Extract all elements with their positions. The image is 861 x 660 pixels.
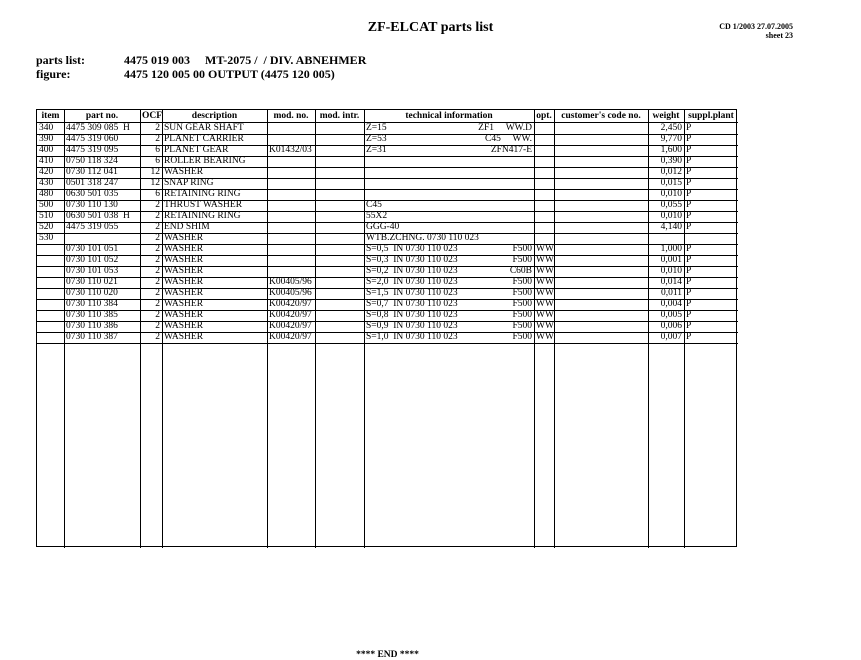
cell-technical-info: S=0,9 IN 0730 110 023 [366,321,458,331]
cell-ocf: 2 [155,255,160,265]
cell-description: RETAINING RING [164,211,241,221]
cell-customer-code [556,189,646,200]
cell-description: WASHER [164,167,204,177]
cell-mod-no [269,134,313,145]
cell-customer-code [556,211,646,222]
column-header: technical information [405,111,493,121]
table-row [37,134,738,145]
table-row [37,200,738,211]
table-row [37,332,738,343]
column-header: suppl.plant [688,111,734,121]
cell-part-no: 4475 309 085 H [66,123,130,133]
cell-technical-info: S=0,2 IN 0730 110 023 [366,266,458,276]
cell-customer-code [556,277,646,288]
cell-opt [536,211,552,222]
table-row [37,156,738,167]
cell-part-no: 0630 501 035 [66,189,119,199]
cell-opt [536,222,552,233]
cell-mod-intr [317,178,362,189]
cell-item: 430 [39,178,54,188]
cell-mod-intr [317,321,362,332]
cell-supplier-plant: P [686,244,692,254]
cell-item: 530 [39,233,54,243]
cell-ocf: 2 [155,266,160,276]
cell-ocf: 12 [150,178,160,188]
cell-supplier-plant: P [686,255,692,265]
cell-opt [536,200,552,211]
cell-technical-info: S=0,8 IN 0730 110 023 [366,310,458,320]
cell-mod-intr [317,288,362,299]
parts-table [36,109,737,660]
column-header: part no. [85,111,119,121]
cell-opt [536,134,552,145]
cell-technical-info-extra: ZF1 WW.D [478,123,532,133]
cell-technical-info: Z=31 [366,145,387,155]
cell-mod-intr [317,200,362,211]
cell-technical-info-extra: F500 [512,255,532,265]
table-row [37,167,738,178]
cell-customer-code [556,310,646,321]
cell-part-no: 0730 110 021 [66,277,118,287]
end-marker: **** END **** [356,650,419,660]
cell-mod-no [269,167,313,178]
cell-item [39,244,62,255]
cell-part-no: 0630 501 038 H [66,211,130,221]
cell-technical-info: GGG-40 [366,222,400,232]
cell-ocf: 6 [155,189,160,199]
cell-technical-info-extra: F500 [512,299,532,309]
cell-mod-no: K00420/97 [269,332,312,342]
cell-ocf: 2 [155,200,160,210]
cell-supplier-plant: P [686,156,692,166]
cell-part-no: 4475 319 060 [66,134,119,144]
cell-part-no: 0730 110 387 [66,332,118,342]
cell-customer-code [556,156,646,167]
cell-technical-info-extra: C60B [509,266,532,276]
cell-mod-no [269,189,313,200]
cell-technical-info [366,167,442,178]
table-row [37,233,738,244]
cell-technical-info-extra [444,222,532,233]
cell-weight: 0,001 [660,255,682,265]
cell-description: RETAINING RING [164,189,241,199]
cell-technical-info [366,156,442,167]
cell-weight: 1,600 [660,145,682,155]
cell-weight: 0,007 [660,332,682,342]
document-title: ZF-ELCAT parts list [367,20,494,35]
cell-mod-no: K00420/97 [269,310,312,320]
table-row [37,222,738,233]
table-row [37,244,738,255]
cell-ocf: 2 [155,211,160,221]
cell-mod-intr [317,123,362,134]
cell-weight: 9,770 [660,134,682,144]
figure-label: figure: [36,67,71,81]
cell-technical-info-extra: F500 [512,244,532,254]
cell-technical-info-extra: F500 [512,288,532,298]
column-header: description [191,111,238,121]
cell-description: SUN GEAR SHAFT [164,123,244,133]
cell-customer-code [556,288,646,299]
cell-mod-no [269,255,313,266]
cell-item [39,321,62,332]
cell-item: 510 [39,211,54,221]
table-row [37,277,738,288]
cell-mod-intr [317,189,362,200]
cell-part-no: 0730 101 053 [66,266,119,276]
cell-supplier-plant: P [686,277,692,287]
cell-opt [536,123,552,134]
cell-part-no: 0730 110 020 [66,288,118,298]
cell-customer-code [556,332,646,343]
cell-weight: 0,055 [660,200,682,210]
cell-mod-no [269,222,313,233]
cell-description: WASHER [164,277,204,287]
cell-mod-no [269,211,313,222]
cell-customer-code [556,123,646,134]
cell-supplier-plant: P [686,211,692,221]
cell-mod-intr [317,266,362,277]
cell-technical-info: S=2,0 IN 0730 110 023 [366,277,458,287]
cell-weight: 0,005 [660,310,682,320]
table-row [37,310,738,321]
cell-ocf: 2 [155,299,160,309]
cell-technical-info-extra: F500 [512,277,532,287]
cell-description: PLANET GEAR [164,145,229,155]
cell-ocf: 6 [155,145,160,155]
cell-mod-intr [317,277,362,288]
cell-mod-intr [317,244,362,255]
cd-version: CD 1/2003 27.07.2005 [719,22,793,31]
cell-customer-code [556,266,646,277]
cell-item [39,299,62,310]
cell-technical-info-extra [444,156,532,167]
cell-technical-info-extra: F500 [512,310,532,320]
cell-description: PLANET CARRIER [164,134,244,144]
cell-supplier-plant: P [686,222,692,232]
cell-opt [536,145,552,156]
cell-supplier-plant: P [686,310,692,320]
cell-item [39,288,62,299]
cell-item: 480 [39,189,54,199]
cell-weight: 2,450 [660,123,682,133]
cell-customer-code [556,200,646,211]
cell-description: THRUST WASHER [164,200,243,210]
cell-description: WASHER [164,321,204,331]
cell-ocf: 12 [150,167,160,177]
cell-part-no: 0730 112 041 [66,167,118,177]
cell-mod-no [269,156,313,167]
cell-technical-info: S=1,5 IN 0730 110 023 [366,288,458,298]
cell-supplier-plant: P [686,332,692,342]
cell-supplier-plant: P [686,266,692,276]
cell-customer-code [556,145,646,156]
cell-item [39,310,62,321]
cell-customer-code [556,244,646,255]
cell-ocf: 6 [155,156,160,166]
cell-technical-info: Z=15 [366,123,387,133]
column-header: item [41,111,60,121]
cell-description: WASHER [164,244,204,254]
cell-opt: WW [536,244,554,254]
cell-supplier-plant: P [686,123,692,133]
cell-part-no: 0730 101 052 [66,255,119,265]
cell-weight: 0,006 [660,321,682,331]
cell-weight: 0,010 [660,211,682,221]
column-header: weight [652,111,680,121]
cell-technical-info: WTB.ZCHNG. 0730 110 023 [366,233,479,243]
cell-opt [536,167,552,178]
cell-description: WASHER [164,266,204,276]
cell-technical-info: Z=53 [366,134,387,144]
cell-part-no: 0730 110 384 [66,299,118,309]
cell-weight [650,233,682,244]
cell-part-no: 0730 110 385 [66,310,118,320]
cell-supplier-plant: P [686,167,692,177]
cell-customer-code [556,233,646,244]
cell-weight: 1,000 [660,244,682,254]
cell-weight: 0,014 [660,277,682,287]
cell-customer-code [556,321,646,332]
cell-part-no: 0730 101 051 [66,244,119,254]
table-row [37,255,738,266]
parts-list-value: 4475 019 003 MT-2075 / / DIV. ABNEHMER [124,53,367,67]
cell-technical-info-extra [444,189,532,200]
cell-description: WASHER [164,233,204,243]
cell-part-no: 4475 319 095 [66,145,119,155]
table-row [37,266,738,277]
cell-part-no: 0501 318 247 [66,178,119,188]
cell-ocf: 2 [155,134,160,144]
cell-weight: 4,140 [660,222,682,232]
cell-item: 390 [39,134,54,144]
cell-customer-code [556,299,646,310]
cell-description: END SHIM [164,222,210,232]
cell-ocf: 2 [155,277,160,287]
cell-supplier-plant: P [686,134,692,144]
cell-mod-no [269,266,313,277]
cell-technical-info: S=0,7 IN 0730 110 023 [366,299,458,309]
cell-mod-intr [317,310,362,321]
cell-description: SNAP RING [164,178,214,188]
cell-supplier-plant: P [686,200,692,210]
cell-mod-no: K00420/97 [269,299,312,309]
cell-weight: 0,010 [660,266,682,276]
cell-opt [536,156,552,167]
cell-item [39,277,62,288]
cell-opt [536,178,552,189]
cell-description: ROLLER BEARING [164,156,246,166]
cell-opt [536,233,552,244]
cell-technical-info: 55X2 [366,211,388,221]
cell-supplier-plant [686,233,736,244]
cell-item: 420 [39,167,54,177]
cd-version-block [719,22,793,40]
cell-mod-no: K00405/96 [269,277,312,287]
cell-opt: WW [536,277,554,287]
table-row [37,299,738,310]
cell-customer-code [556,178,646,189]
cell-mod-no [269,244,313,255]
row-divider [37,343,738,344]
cell-item: 410 [39,156,54,166]
cell-ocf: 2 [155,288,160,298]
cell-technical-info: S=1,0 IN 0730 110 023 [366,332,458,342]
cell-supplier-plant: P [686,178,692,188]
cell-customer-code [556,134,646,145]
figure-value: 4475 120 005 00 OUTPUT (4475 120 005) [124,67,335,81]
cell-opt: WW [536,321,554,331]
cell-part-no: 0730 110 386 [66,321,118,331]
cell-mod-no: K01432/03 [269,145,312,155]
cell-weight: 0,004 [660,299,682,309]
cell-item: 400 [39,145,54,155]
sheet-number: sheet 23 [765,31,793,40]
cell-mod-intr [317,145,362,156]
cell-customer-code [556,167,646,178]
cell-mod-intr [317,332,362,343]
cell-opt: WW [536,255,554,265]
cell-opt: WW [536,310,554,320]
parts-list-label: parts list: [36,53,85,67]
cell-supplier-plant: P [686,288,692,298]
cell-part-no: 0730 110 130 [66,200,118,210]
table-row [37,211,738,222]
cell-mod-intr [317,222,362,233]
cell-supplier-plant: P [686,145,692,155]
table-row [37,178,738,189]
cell-supplier-plant: P [686,299,692,309]
cell-mod-intr [317,299,362,310]
table-row [37,288,738,299]
cell-customer-code [556,255,646,266]
cell-item [39,332,62,343]
table-row [37,145,738,156]
cell-opt [536,189,552,200]
table-header-row [37,111,738,122]
cell-ocf: 2 [155,310,160,320]
cell-description: WASHER [164,255,204,265]
cell-mod-no: K00420/97 [269,321,312,331]
cell-supplier-plant: P [686,189,692,199]
column-header: mod. intr. [319,111,360,121]
cell-technical-info: S=0,5 IN 0730 110 023 [366,244,458,254]
cell-technical-info [366,178,442,189]
cell-item [39,266,62,277]
cell-mod-intr [317,156,362,167]
cell-technical-info [366,189,442,200]
cell-weight: 0,015 [660,178,682,188]
cell-weight: 0,011 [660,288,682,298]
cell-item: 520 [39,222,54,232]
cell-technical-info-extra: F500 [512,332,532,342]
cell-mod-intr [317,134,362,145]
cell-opt: WW [536,266,554,276]
cell-technical-info: C45 [366,200,382,210]
cell-mod-no [269,123,313,134]
cell-opt: WW [536,299,554,309]
cell-description: WASHER [164,332,204,342]
cell-description: WASHER [164,288,204,298]
column-header: OCF [142,111,163,121]
cell-weight: 0,390 [660,156,682,166]
cell-mod-no [269,233,313,244]
cell-ocf: 2 [155,244,160,254]
cell-item: 500 [39,200,54,210]
cell-part-no: 4475 319 055 [66,222,119,232]
table-row [37,321,738,332]
cell-mod-intr [317,167,362,178]
cell-item [39,255,62,266]
cell-weight: 0,012 [660,167,682,177]
cell-supplier-plant: P [686,321,692,331]
cell-description: WASHER [164,299,204,309]
cell-technical-info-extra [444,211,532,222]
table-row [37,189,738,200]
cell-ocf: 2 [155,332,160,342]
cell-technical-info-extra [444,167,532,178]
cell-ocf: 2 [155,222,160,232]
cell-ocf: 2 [155,321,160,331]
cell-mod-no [269,178,313,189]
table-row [37,123,738,134]
cell-technical-info-extra [444,178,532,189]
column-header: opt. [536,111,552,121]
cell-technical-info-extra: C45 WW. [485,134,532,144]
cell-technical-info-extra: F500 [512,321,532,331]
column-header: mod. no. [273,111,309,121]
cell-mod-no [269,200,313,211]
cell-technical-info: S=0,3 IN 0730 110 023 [366,255,458,265]
cell-customer-code [556,222,646,233]
cell-mod-intr [317,211,362,222]
cell-mod-intr [317,255,362,266]
cell-part-no: 0750 118 324 [66,156,118,166]
cell-ocf: 2 [155,123,160,133]
cell-technical-info-extra [444,200,532,211]
cell-item: 340 [39,123,54,133]
cell-mod-no: K00405/96 [269,288,312,298]
cell-part-no [66,233,138,244]
cell-opt: WW [536,288,554,298]
cell-ocf: 2 [155,233,160,243]
cell-description: WASHER [164,310,204,320]
cell-weight: 0,010 [660,189,682,199]
cell-technical-info-extra [444,233,532,244]
cell-technical-info-extra: ZFN417-E [490,145,532,155]
column-header: customer's code no. [561,111,641,121]
cell-opt: WW [536,332,554,342]
cell-mod-intr [317,233,362,244]
